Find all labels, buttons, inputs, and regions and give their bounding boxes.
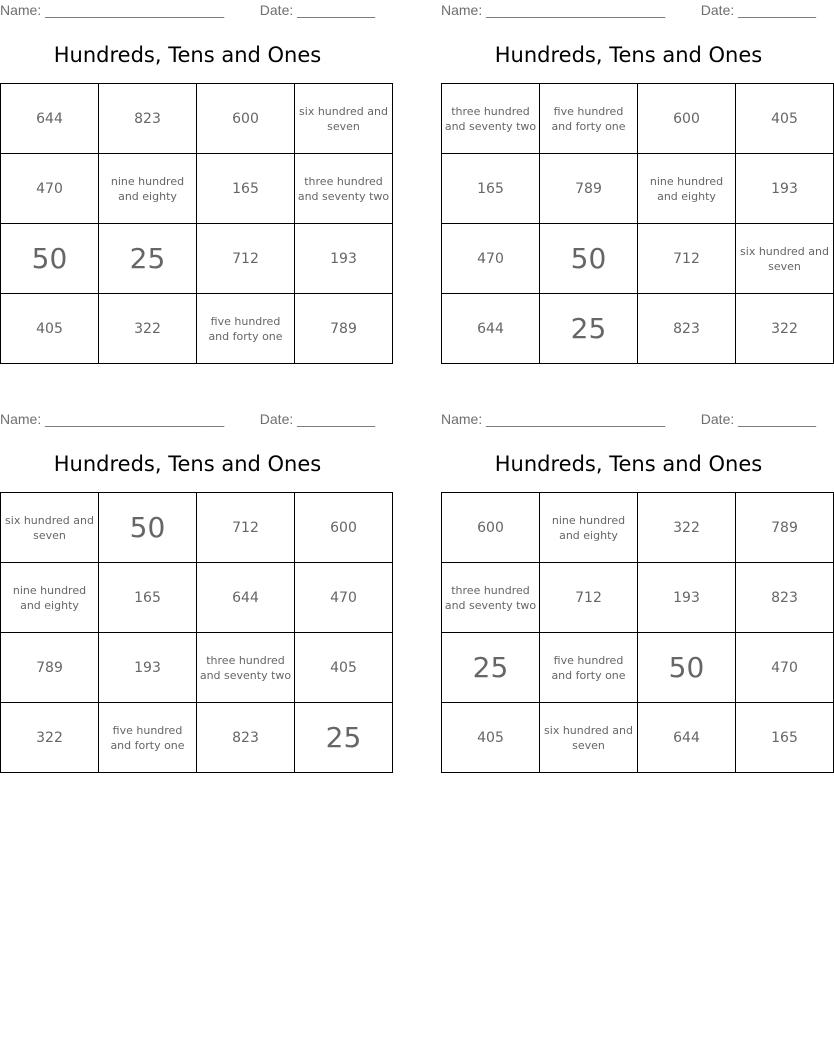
grid-row	[1, 84, 393, 154]
grid-cell: 193	[736, 154, 834, 224]
grid-row	[1, 703, 393, 773]
grid-cell: 644	[1, 84, 99, 154]
grid-cell: 165	[197, 154, 295, 224]
grid-cell: 193	[99, 633, 197, 703]
grid-cell: nine hundred and eighty	[99, 154, 197, 224]
grid-row	[442, 563, 834, 633]
worksheet-title: Hundreds, Tens and Ones	[494, 452, 763, 476]
worksheet	[0, 0, 390, 375]
grid-cell: 470	[442, 224, 540, 294]
grid-cell: 712	[197, 224, 295, 294]
grid-cell: 823	[197, 703, 295, 773]
grid-row	[1, 294, 393, 364]
name-field-label: Name: _______________________	[441, 2, 666, 18]
grid-row	[1, 224, 393, 294]
worksheet	[0, 409, 375, 784]
grid-row	[1, 154, 393, 224]
grid-cell: 789	[540, 154, 638, 224]
grid-row	[1, 633, 393, 703]
grid-cell: 789	[736, 493, 834, 563]
grid-cell: 823	[99, 84, 197, 154]
grid-cell: three hundred and seventy two	[442, 563, 540, 633]
grid-cell: three hundred and seventy two	[442, 84, 540, 154]
worksheet-title: Hundreds, Tens and Ones	[494, 43, 763, 67]
grid-cell: 789	[1, 633, 99, 703]
grid-cell: 823	[638, 294, 736, 364]
grid-cell: 50	[1, 224, 99, 294]
grid-cell: 470	[1, 154, 99, 224]
grid-cell: 644	[638, 703, 736, 773]
grid-cell: six hundred and seven	[1, 493, 99, 563]
grid-cell: 50	[99, 493, 197, 563]
grid-cell: 823	[736, 563, 834, 633]
grid-cell: 644	[442, 294, 540, 364]
grid-cell: 25	[442, 633, 540, 703]
grid-cell: 50	[638, 633, 736, 703]
date-field-label: Date: __________	[700, 411, 816, 427]
grid-row	[442, 493, 834, 563]
grid-cell: 50	[540, 224, 638, 294]
grid-cell: five hundred and forty one	[99, 703, 197, 773]
grid-cell: 405	[736, 84, 834, 154]
date-field-label: Date: __________	[259, 2, 375, 18]
grid-cell: 405	[1, 294, 99, 364]
number-grid	[0, 492, 393, 773]
grid-cell: 322	[1, 703, 99, 773]
grid-cell: 165	[99, 563, 197, 633]
grid-cell: 789	[295, 294, 393, 364]
grid-cell: 600	[295, 493, 393, 563]
grid-cell: five hundred and forty one	[197, 294, 295, 364]
number-grid	[441, 83, 834, 364]
worksheet-title: Hundreds, Tens and Ones	[53, 452, 322, 476]
grid-cell: 470	[295, 563, 393, 633]
grid-cell: 25	[99, 224, 197, 294]
grid-cell: 322	[99, 294, 197, 364]
grid-cell: 25	[540, 294, 638, 364]
grid-cell: 712	[638, 224, 736, 294]
grid-cell: 322	[638, 493, 736, 563]
grid-row	[442, 633, 834, 703]
grid-cell: 600	[197, 84, 295, 154]
name-field-label: Name: _______________________	[0, 2, 225, 18]
grid-row	[1, 493, 393, 563]
grid-cell: nine hundred and eighty	[540, 493, 638, 563]
grid-cell: 193	[295, 224, 393, 294]
grid-cell: 165	[736, 703, 834, 773]
worksheet	[441, 0, 829, 375]
grid-cell: 165	[442, 154, 540, 224]
grid-cell: nine hundred and eighty	[638, 154, 736, 224]
name-field-label: Name: _______________________	[0, 411, 225, 427]
grid-cell: 405	[295, 633, 393, 703]
grid-cell: 600	[638, 84, 736, 154]
worksheet	[441, 409, 816, 784]
grid-cell: three hundred and seventy two	[197, 633, 295, 703]
grid-row	[442, 703, 834, 773]
grid-cell: 644	[197, 563, 295, 633]
grid-cell: five hundred and forty one	[540, 633, 638, 703]
grid-cell: three hundred and seventy two	[295, 154, 393, 224]
date-field-label: Date: __________	[259, 411, 375, 427]
date-field-label: Date: __________	[700, 2, 816, 18]
grid-cell: nine hundred and eighty	[1, 563, 99, 633]
grid-cell: 405	[442, 703, 540, 773]
grid-row	[442, 294, 834, 364]
grid-cell: 712	[197, 493, 295, 563]
grid-row	[1, 563, 393, 633]
grid-cell: six hundred and seven	[540, 703, 638, 773]
grid-cell: 322	[736, 294, 834, 364]
number-grid	[441, 492, 834, 773]
worksheet-title: Hundreds, Tens and Ones	[53, 43, 322, 67]
grid-cell: 193	[638, 563, 736, 633]
grid-cell: six hundred and seven	[736, 224, 834, 294]
number-grid	[0, 83, 393, 364]
grid-cell: 600	[442, 493, 540, 563]
grid-row	[442, 224, 834, 294]
grid-cell: five hundred and forty one	[540, 84, 638, 154]
name-field-label: Name: _______________________	[441, 411, 666, 427]
grid-row	[442, 84, 834, 154]
grid-cell: 470	[736, 633, 834, 703]
grid-cell: six hundred and seven	[295, 84, 393, 154]
grid-cell: 25	[295, 703, 393, 773]
grid-cell: 712	[540, 563, 638, 633]
grid-row	[442, 154, 834, 224]
